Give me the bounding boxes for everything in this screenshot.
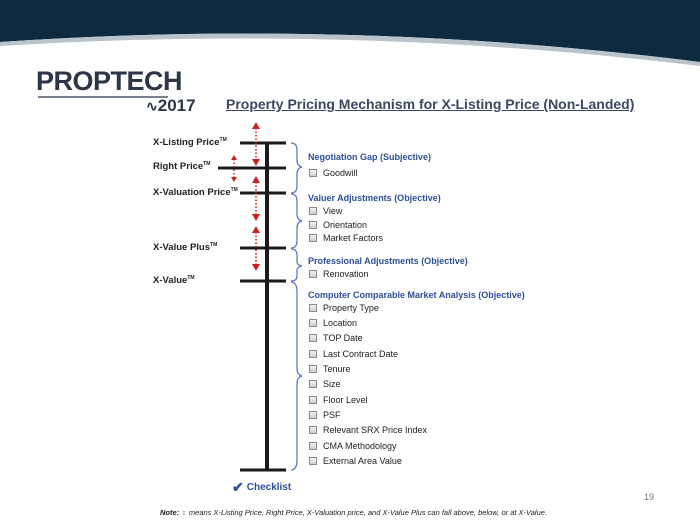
checklist-item[interactable]: Renovation <box>309 269 369 279</box>
checklist-item[interactable]: Goodwill <box>309 168 358 178</box>
level-label-x-value: X-Value™ <box>153 275 195 287</box>
checkbox-icon[interactable] <box>309 365 317 373</box>
level-label-right-price: Right Price™ <box>153 161 211 173</box>
checkmark-icon: ✔ <box>232 479 244 495</box>
red-double-arrow-icon: ↕ <box>182 508 186 517</box>
brace-cma <box>291 282 302 470</box>
checkbox-icon[interactable] <box>309 169 317 177</box>
footnote: Note: ↕ means X-Listing Price, Right Price, X-Valuation price, and X-Value Plus can fall above, below, or at X-Value. <box>160 508 548 517</box>
page-title: Property Pricing Mechanism for X-Listing Price (Non-Landed) <box>226 96 635 112</box>
checklist-item[interactable]: TOP Date <box>309 333 363 343</box>
checkbox-icon[interactable] <box>309 304 317 312</box>
checklist-item[interactable]: Tenure <box>309 364 351 374</box>
checklist-item[interactable]: Relevant SRX Price Index <box>309 425 427 435</box>
checklist-item[interactable]: CMA Methodology <box>309 441 397 451</box>
logo-wordmark: PROPTECH <box>36 66 183 96</box>
checkbox-icon[interactable] <box>309 411 317 419</box>
checkbox-icon[interactable] <box>309 380 317 388</box>
checklist-item[interactable]: Size <box>309 379 341 389</box>
checklist-item[interactable]: Property Type <box>309 303 379 313</box>
checklist-item[interactable]: PSF <box>309 410 341 420</box>
group-title-cma: Computer Comparable Market Analysis (Objective) <box>308 290 525 300</box>
checklist-item[interactable]: Last Contract Date <box>309 349 398 359</box>
checkbox-icon[interactable] <box>309 334 317 342</box>
checklist-legend: ✔ Checklist <box>232 479 292 495</box>
checkbox-icon[interactable] <box>309 350 317 358</box>
level-label-x-valuation-price: X-Valuation Price™ <box>153 187 238 199</box>
checkbox-icon[interactable] <box>309 234 317 242</box>
checkbox-icon[interactable] <box>309 457 317 465</box>
checklist-item[interactable]: Market Factors <box>309 233 383 243</box>
group-title-valuer-adjustments: Valuer Adjustments (Objective) <box>308 193 441 203</box>
checkbox-icon[interactable] <box>309 426 317 434</box>
group-title-professional-adjustments: Professional Adjustments (Objective) <box>308 256 468 266</box>
checkbox-icon[interactable] <box>309 319 317 327</box>
checklist-item[interactable]: View <box>309 206 342 216</box>
checklist-item[interactable]: External Area Value <box>309 456 402 466</box>
level-label-x-listing-price: X-Listing Price™ <box>153 137 227 149</box>
brace-professional-adjustments <box>291 249 302 281</box>
logo-year: ∿2017 <box>146 96 196 115</box>
checkbox-icon[interactable] <box>309 221 317 229</box>
page-number: 19 <box>644 492 655 502</box>
level-label-x-value-plus: X-Value Plus™ <box>153 242 218 254</box>
checkbox-icon[interactable] <box>309 442 317 450</box>
brace-valuer-adjustments <box>291 194 302 248</box>
checklist-item[interactable]: Floor Level <box>309 395 368 405</box>
checkbox-icon[interactable] <box>309 207 317 215</box>
checklist-item[interactable]: Location <box>309 318 357 328</box>
checklist-item[interactable]: Orientation <box>309 220 367 230</box>
checkbox-icon[interactable] <box>309 396 317 404</box>
group-title-negotiation-gap: Negotiation Gap (Subjective) <box>308 152 432 162</box>
checkbox-icon[interactable] <box>309 270 317 278</box>
brace-negotiation-gap <box>291 143 302 193</box>
